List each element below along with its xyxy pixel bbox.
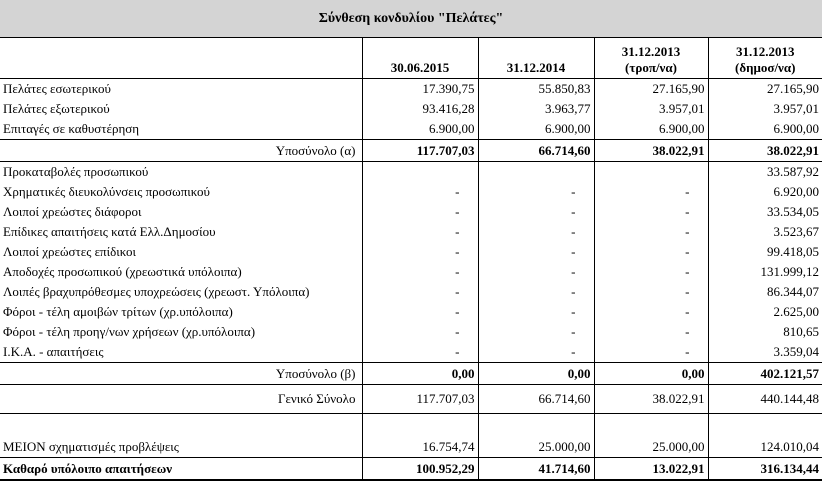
header-col-1-text: 30.06.2015 [390,60,450,75]
header-col-4-line2: (δημοσ/να) [735,60,796,75]
row-a-3 [0,119,822,140]
row-b-5-label: Λοιποί χρεώστες επίδικοι [3,244,137,259]
header-col-3-line1: 31.12.2013 [621,44,681,59]
row-b-3-label: Λοιποί χρεώστες διάφοροι [3,204,142,219]
row-b-1 [0,162,822,183]
subtotal-a-row-label: Υποσύνολο (α) [0,140,362,162]
row-b-4-value-4: 3.523,67 [708,222,822,242]
net-balance-row-label: Καθαρό υπόλοιπο απαιτήσεων [0,458,362,481]
subtotal-a-row-value-1: 117.707,03 [362,140,478,162]
row-b-7-label: Λοιπές βραχυπρόθεσμες υποχρεώσεις (χρεωστ. Υπόλοιπα) [3,284,310,299]
row-a-2 [0,99,822,119]
row-b-6-value-2: - [478,262,594,282]
subtotal-a-row-value-2: 66.714,60 [478,140,594,162]
row-b-5-value-3: - [594,242,708,262]
header-label-cell [0,38,362,79]
row-b-3 [0,202,822,222]
grand-total-row-value-2: 66.714,60 [478,385,594,414]
row-b-9 [0,322,822,342]
row-b-6-label: Αποδοχές προσωπικού (χρεωστικά υπόλοιπα) [3,264,242,279]
row-b-3-value-2: - [478,202,594,222]
row-b-4-value-3: - [594,222,708,242]
row-a-3-value-4: 6.900,00 [708,119,822,140]
spacer-cell [478,414,594,437]
row-b-9-value-3: - [594,322,708,342]
row-b-2 [0,182,822,202]
row-b-3-value-1: - [362,202,478,222]
subtotal-b-row-value-3: 0,00 [594,363,708,385]
grand-total-row-label: Γενικό Σύνολο [277,391,356,406]
row-a-2-value-2: 3.963,77 [478,99,594,119]
row-b-9-label: Φόροι - τέλη προηγ/νων χρήσεων (χρ.υπόλοιπα) [3,324,256,339]
spacer-cell [362,414,478,437]
row-b-4 [0,222,822,242]
row-b-6-value-4: 131.999,12 [708,262,822,282]
subtotal-a-row-value-4: 38.022,91 [708,140,822,162]
row-b-4-value-2: - [478,222,594,242]
row-a-3-value-2: 6.900,00 [478,119,594,140]
row-a-1-label: Πελάτες εσωτερικού [3,81,111,96]
row-b-7-value-2: - [478,282,594,302]
row-b-7-value-1: - [362,282,478,302]
subtotal-b-row-value-1: 0,00 [362,363,478,385]
row-b-2-value-1: - [362,182,478,202]
row-b-8-value-4: 2.625,00 [708,302,822,322]
header-col-4 [708,38,822,79]
row-a-3-value-1: 6.900,00 [362,119,478,140]
spacer-cell [594,414,708,437]
row-b-10-value-2: - [478,342,594,363]
row-b-8-value-1: - [362,302,478,322]
row-b-9-value-2: - [478,322,594,342]
row-b-7-value-4: 86.344,07 [708,282,822,302]
row-a-2-value-3: 3.957,01 [594,99,708,119]
row-b-1-label: Προκαταβολές προσωπικού [3,164,149,179]
row-b-5-value-2: - [478,242,594,262]
row-b-1-value-4: 33.587,92 [708,162,822,183]
row-a-2-value-4: 3.957,01 [708,99,822,119]
header-col-3 [594,38,708,79]
row-b-4-label: Επίδικες απαιτήσεις κατά Ελλ.Δημοσίου [3,224,216,239]
spacer-row [0,414,822,437]
provisions-row-value-3: 25.000,00 [594,436,708,458]
row-a-2-label: Πελάτες εξωτερικού [3,101,110,116]
row-b-2-value-3: - [594,182,708,202]
provisions-row-label: ΜΕΙΟΝ σχηματισμές προβλέψεις [3,438,179,454]
row-b-6 [0,262,822,282]
provisions-row-value-4: 124.010,04 [708,436,822,458]
row-b-5 [0,242,822,262]
header-col-4-line1: 31.12.2013 [736,44,795,59]
row-b-10 [0,342,822,363]
net-balance-row-value-2: 41.714,60 [478,458,594,481]
header-row [0,38,822,79]
row-b-10-label: Ι.Κ.Α. - απαιτήσεις [3,344,104,359]
provisions-row-value-1: 16.754,74 [362,436,478,458]
grand-total-row-value-3: 38.022,91 [594,385,708,414]
row-b-6-value-3: - [594,262,708,282]
row-b-8-value-3: - [594,302,708,322]
table-body [0,38,822,480]
row-b-1-value-2 [478,162,594,183]
row-a-2-value-1: 93.416,28 [362,99,478,119]
subtotal-b-row-value-2: 0,00 [478,363,594,385]
row-b-4-value-1: - [362,222,478,242]
subtotal-a-row-value-3: 38.022,91 [594,140,708,162]
row-b-10-value-3: - [594,342,708,363]
row-b-2-value-2: - [478,182,594,202]
net-balance-row-value-4: 316.134,44 [708,458,822,481]
row-b-2-label: Χρηματικές διευκολύνσεις προσωπικού [3,184,210,199]
row-b-5-value-4: 99.418,05 [708,242,822,262]
subtotal-b-row [0,363,822,385]
subtotal-a-row [0,140,822,162]
row-b-6-value-1: - [362,262,478,282]
row-b-8 [0,302,822,322]
row-b-2-value-4: 6.920,00 [708,182,822,202]
row-a-1 [0,79,822,100]
table-title: Σύνθεση κονδυλίου "Πελάτες" [0,0,822,38]
row-b-8-label: Φόροι - τέλη αμοιβών τρίτων (χρ.υπόλοιπα) [3,304,233,319]
net-balance-row-value-1: 100.952,29 [362,458,478,481]
header-col-2-text: 31.12.2014 [506,60,566,75]
row-a-1-value-2: 55.850,83 [478,79,594,100]
row-b-1-value-3 [594,162,708,183]
row-b-1-value-1 [362,162,478,183]
row-a-3-value-3: 6.900,00 [594,119,708,140]
header-col-3-line2: (τροπ/να) [625,60,677,75]
header-col-2 [478,38,594,79]
grand-total-row-value-1: 117.707,03 [362,385,478,414]
provisions-row [0,436,822,458]
header-col-1 [362,38,478,79]
net-balance-row [0,458,822,481]
row-b-10-value-4: 3.359,04 [708,342,822,363]
row-b-9-value-4: 810,65 [708,322,822,342]
row-a-1-value-1: 17.390,75 [362,79,478,100]
net-balance-row-value-3: 13.022,91 [594,458,708,481]
provisions-row-value-2: 25.000,00 [478,436,594,458]
subtotal-b-row-value-4: 402.121,57 [708,363,822,385]
clients-table [0,38,822,481]
row-b-5-value-1: - [362,242,478,262]
grand-total-row-value-4: 440.144,48 [708,385,822,414]
row-b-3-value-3: - [594,202,708,222]
subtotal-b-row-label: Υποσύνολο (β) [0,363,362,385]
row-b-8-value-2: - [478,302,594,322]
grand-total-row [0,385,822,414]
row-a-1-value-3: 27.165,90 [594,79,708,100]
row-a-1-value-4: 27.165,90 [708,79,822,100]
row-b-7 [0,282,822,302]
row-a-3-label: Επιταγές σε καθυστέρηση [3,121,140,136]
spacer-cell [0,414,362,437]
row-b-10-value-1: - [362,342,478,363]
row-b-7-value-3: - [594,282,708,302]
row-b-3-value-4: 33.534,05 [708,202,822,222]
spacer-cell [708,414,822,437]
row-b-9-value-1: - [362,322,478,342]
